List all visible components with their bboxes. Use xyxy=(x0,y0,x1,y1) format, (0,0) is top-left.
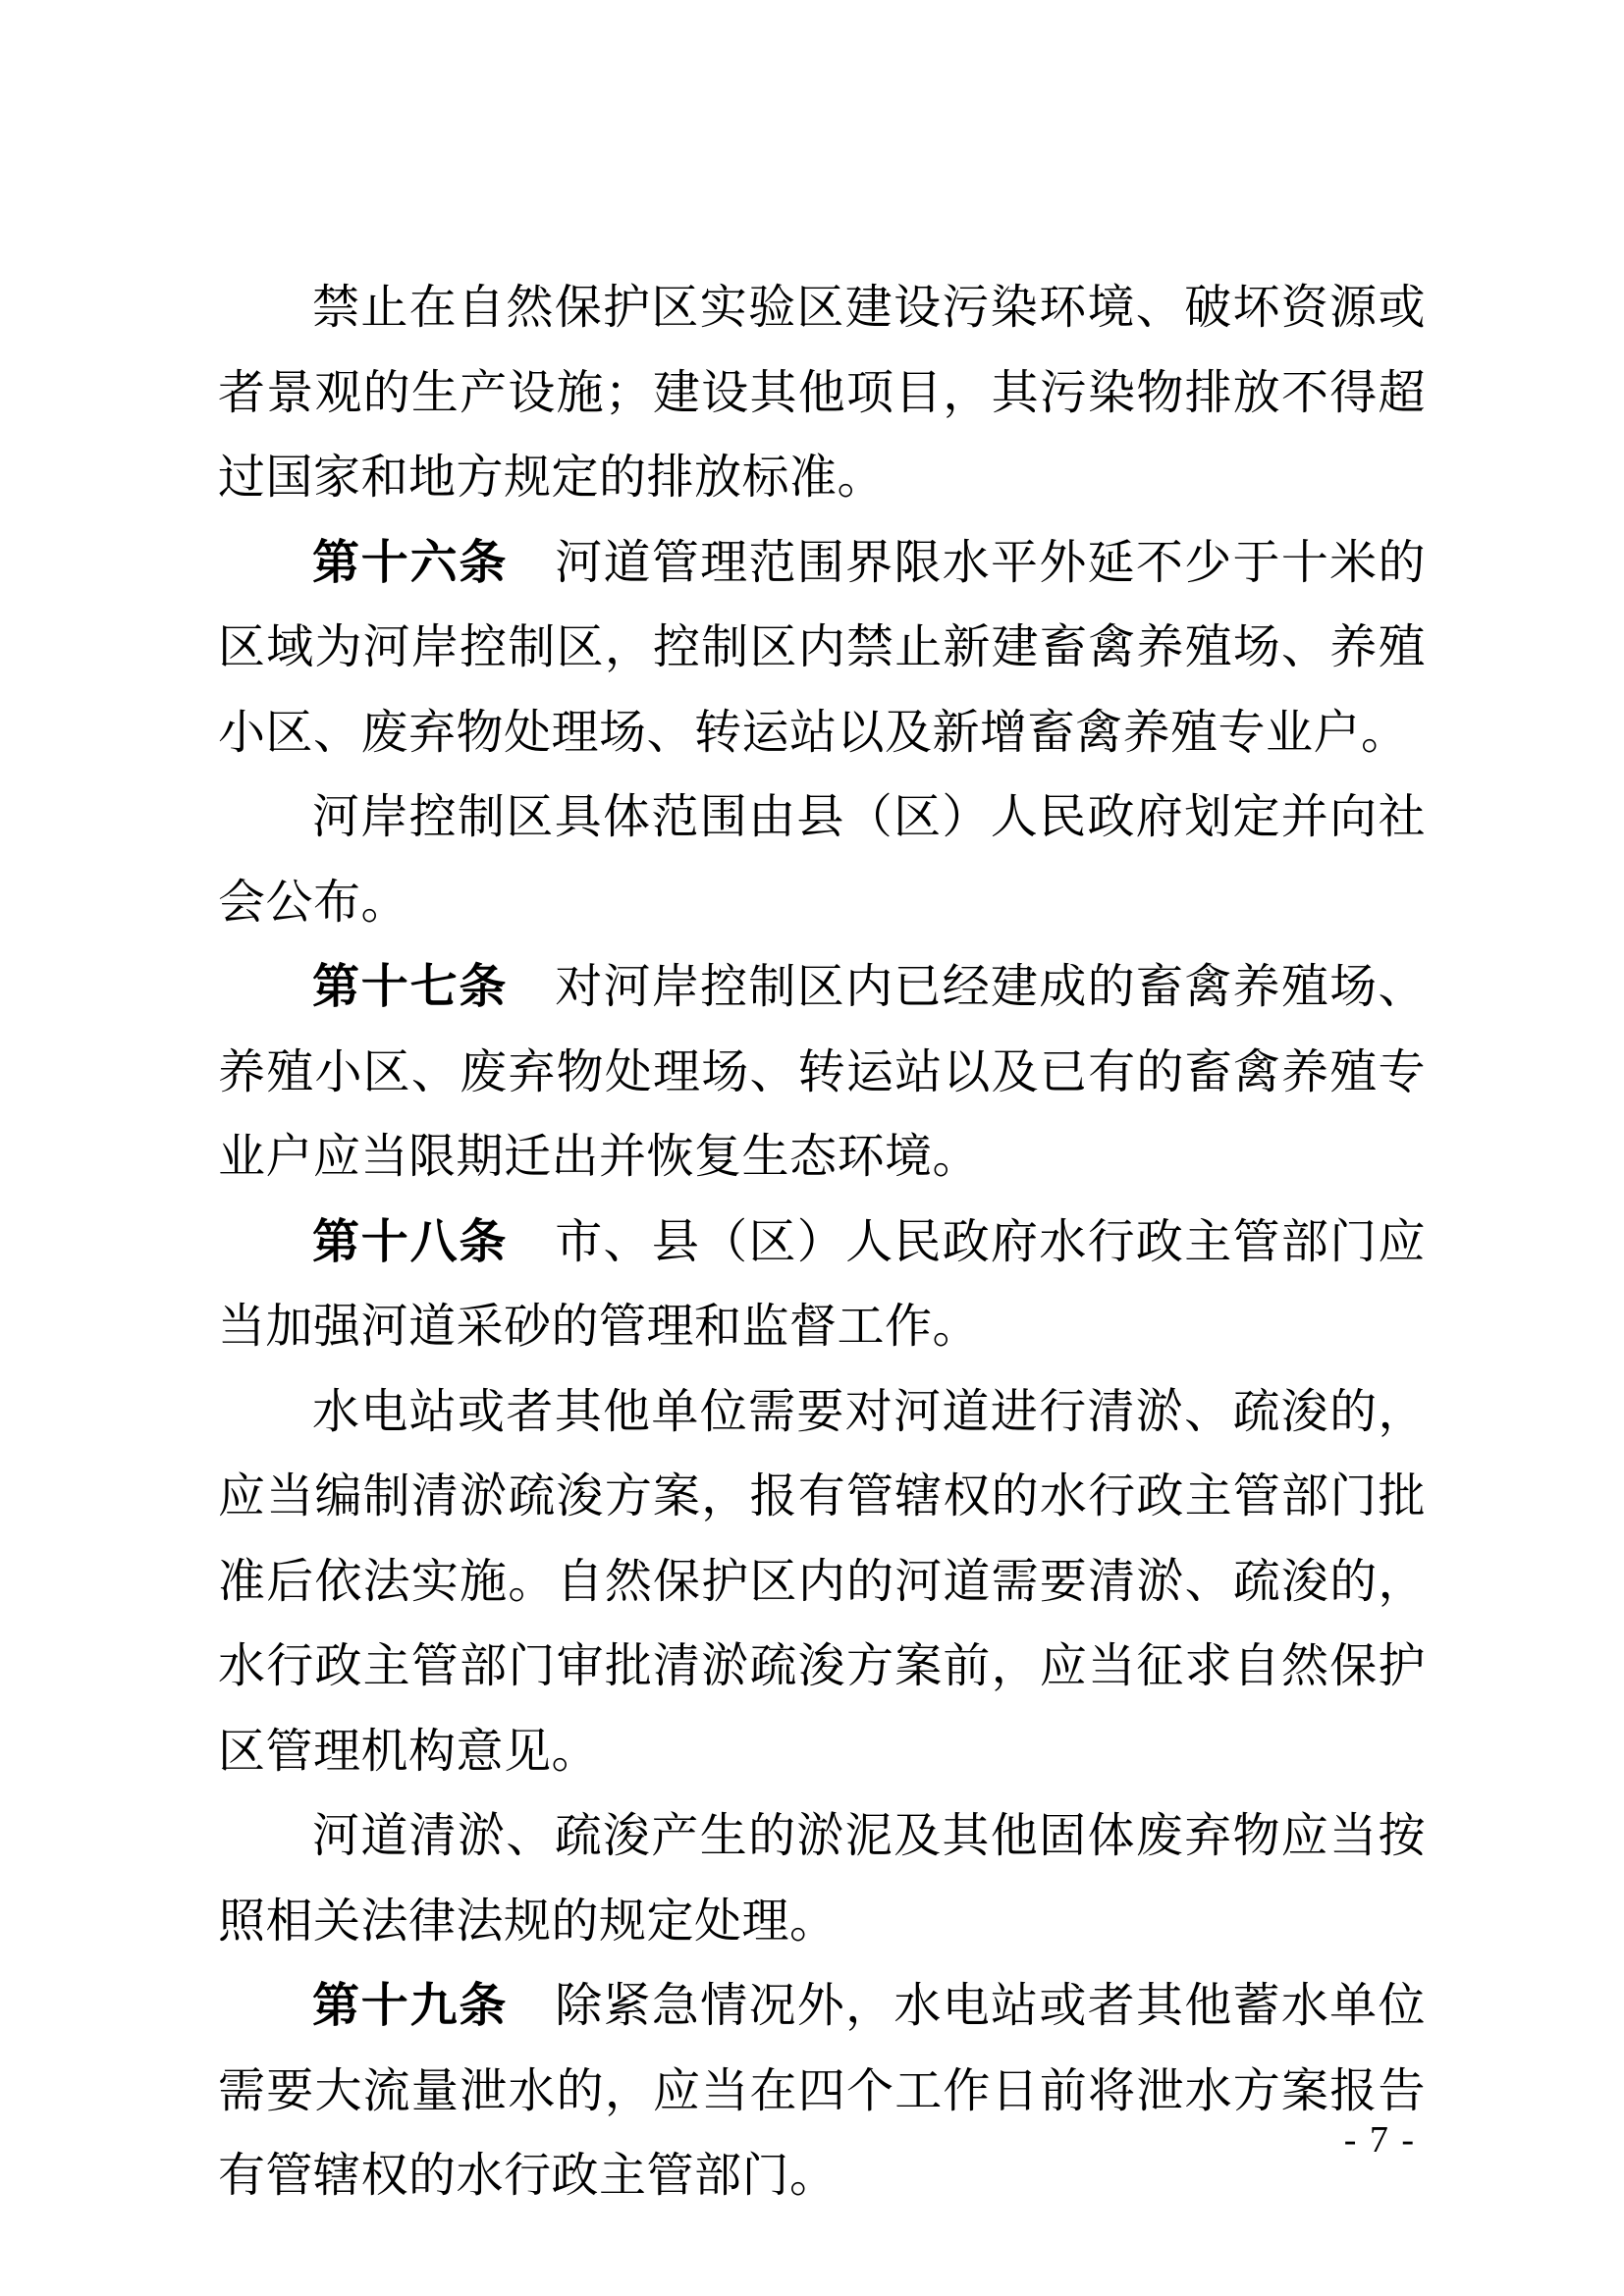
paragraph-7-text: 河道清淤、疏浚产生的淤泥及其他固体废弃物应当按照相关法律法规的规定处理。 xyxy=(218,1808,1426,1949)
article-18-heading: 第十八条 xyxy=(312,1213,509,1269)
paragraph-7 xyxy=(218,1793,1426,1963)
article-19-text: 除紧急情况外，水电站或者其他蓄水单位需要大流量泄水的，应当在四个工作日前将泄水方案报告有管辖权的水行政主管部门。 xyxy=(218,1978,1426,2203)
article-19-paragraph xyxy=(218,1963,1426,2218)
page-number: - 7 - xyxy=(1343,2119,1416,2161)
document-body xyxy=(218,265,1426,2218)
paragraph-3 xyxy=(218,774,1426,944)
article-16-heading: 第十六条 xyxy=(312,534,509,590)
paragraph-1 xyxy=(218,265,1426,520)
article-17-paragraph xyxy=(218,944,1426,1200)
article-17-text: 对河岸控制区内已经建成的畜禽养殖场、养殖小区、废弃物处理场、转运站以及已有的畜禽养殖专业户应当限期迁出并恢复生态环境。 xyxy=(218,959,1426,1184)
article-18-text: 市、县（区）人民政府水行政主管部门应当加强河道采砂的管理和监督工作。 xyxy=(218,1213,1426,1354)
article-16-text: 河道管理范围界限水平外延不少于十米的区域为河岸控制区，控制区内禁止新建畜禽养殖场、养殖小区、废弃物处理场、转运站以及新增畜禽养殖专业户。 xyxy=(218,534,1426,760)
article-18-paragraph xyxy=(218,1200,1426,1369)
article-17-heading: 第十七条 xyxy=(312,959,509,1014)
paragraph-6 xyxy=(218,1369,1426,1794)
paragraph-3-text: 河岸控制区具体范围由县（区）人民政府划定并向社会公布。 xyxy=(218,789,1426,930)
article-19-heading: 第十九条 xyxy=(312,1978,509,2033)
paragraph-1-text: 禁止在自然保护区实验区建设污染环境、破坏资源或者景观的生产设施；建设其他项目，其污染物排放不得超过国家和地方规定的排放标准。 xyxy=(218,280,1426,505)
paragraph-6-text: 水电站或者其他单位需要对河道进行清淤、疏浚的，应当编制清淤疏浚方案，报有管辖权的水行政主管部门批准后依法实施。自然保护区内的河道需要清淤、疏浚的，水行政主管部门审批清淤疏浚方案前，应当征求自然保护区管理机构意见。 xyxy=(218,1383,1426,1779)
article-16-paragraph xyxy=(218,520,1426,775)
